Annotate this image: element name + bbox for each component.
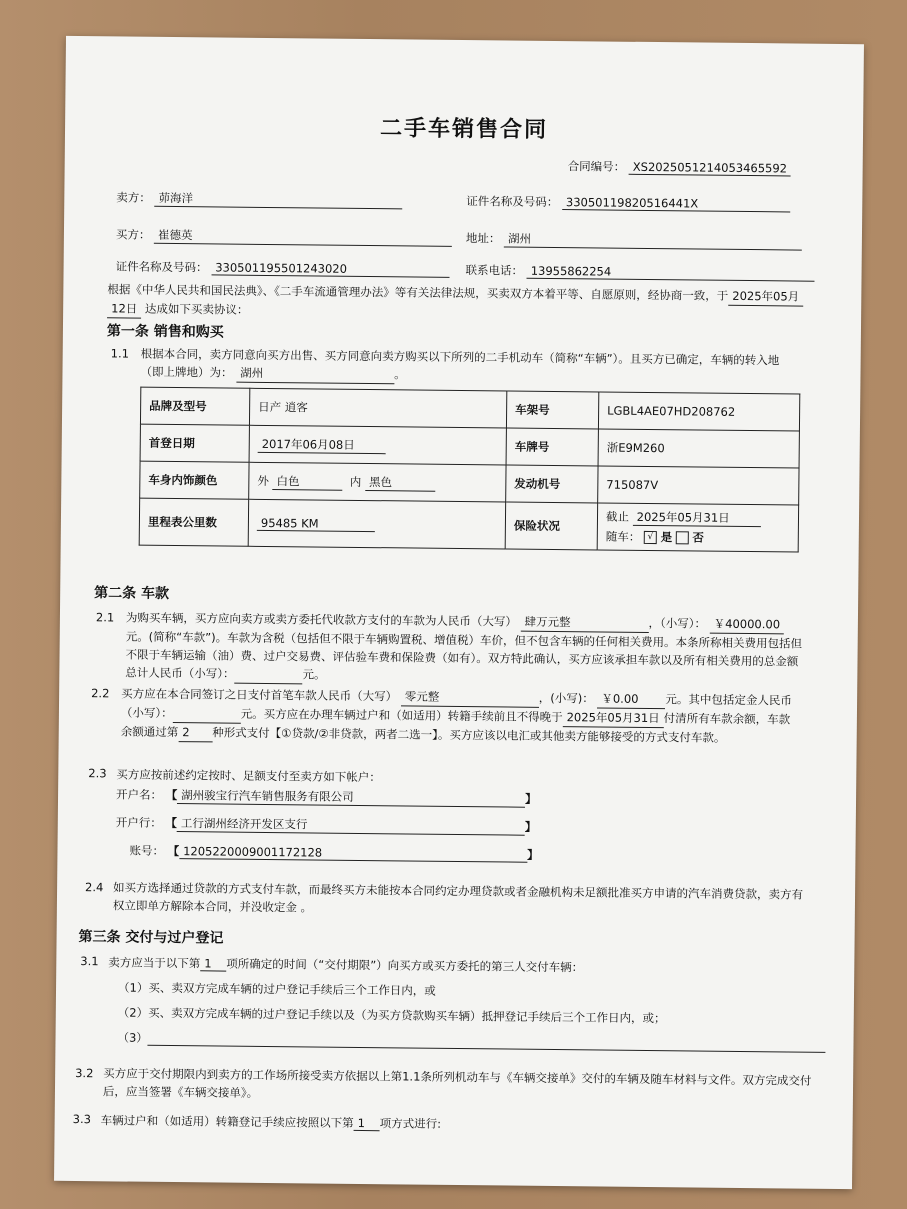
preamble-date-month: 2025年05月 bbox=[728, 287, 803, 307]
phone-row bbox=[466, 262, 815, 282]
delivery-option-3-row bbox=[117, 1029, 825, 1052]
vin-value: LGBL4AE07HD208762 bbox=[598, 392, 799, 431]
clause-3-1-text-b: 项所确定的时间（“交付期限”）向买方或买方委托的第三人交付车辆： bbox=[226, 956, 584, 975]
address-row bbox=[466, 230, 802, 251]
engine-label: 发动机号 bbox=[506, 465, 598, 503]
transfer-option-choice: 1 bbox=[354, 1116, 380, 1131]
first-payment-lower: ￥0.00 bbox=[597, 689, 665, 709]
bank-row bbox=[116, 814, 537, 835]
mileage-cell bbox=[248, 499, 505, 549]
ext-prefix: 外 bbox=[257, 473, 269, 488]
color-cell bbox=[249, 462, 506, 502]
contract-number: XS2025051214053465592 bbox=[629, 160, 791, 177]
ins-with-car-label: 随车： bbox=[605, 529, 641, 544]
brand-label: 品牌及型号 bbox=[140, 387, 249, 425]
no-label: 否 bbox=[692, 530, 704, 545]
color-label: 车身内饰颜色 bbox=[140, 461, 249, 499]
vehicle-info-table bbox=[139, 387, 801, 553]
ins-until-prefix: 截止 bbox=[605, 509, 630, 524]
insurance-until: 2025年05月31日 bbox=[633, 509, 761, 527]
article-3-title: 第三条 交付与过户登记 bbox=[78, 929, 224, 947]
clause-2-1-text-a: 为购买车辆，买方应向卖方或卖方委托代收款方支付的车款为人民币（大写） bbox=[125, 610, 517, 629]
clause-2-3-text: 买方应按前述约定按时、足额支付至卖方如下帐户： bbox=[116, 767, 381, 785]
insurance-label: 保险状况 bbox=[505, 502, 597, 550]
article-2-title: 第二条 车款 bbox=[94, 585, 170, 602]
delivery-option-3: （3） bbox=[117, 1030, 148, 1045]
clause-2-2-text-b: ，(小写)： bbox=[538, 690, 594, 706]
price-lower: ￥40000.00 bbox=[710, 615, 785, 635]
clause-1-1-text: 根据本合同，卖方同意向买方出售、买方同意向卖方购买以下所列的二手机动车（简称“车辆”）。且买方已确定，车辆的转入地（即上牌地）为： bbox=[140, 346, 780, 380]
article-1-title: 第一条 销售和购买 bbox=[106, 323, 224, 341]
buyer-row bbox=[116, 226, 452, 247]
preamble bbox=[107, 280, 817, 325]
checkbox-yes-icon: √ bbox=[644, 531, 657, 544]
clause-3-3-text-b: 项方式进行: bbox=[379, 1116, 442, 1131]
clause-2-2-text-e: 付清所有车款余额，车款余额通过第 bbox=[120, 711, 791, 740]
phone-label: 联系电话： bbox=[465, 263, 524, 278]
account-number-label: 账号： bbox=[129, 843, 165, 858]
clause-3-1-line bbox=[108, 954, 583, 975]
clause-2-1-number: 2.1 bbox=[95, 610, 115, 625]
mileage-label: 里程表公里数 bbox=[139, 498, 248, 546]
bracket-left: 【 bbox=[165, 787, 178, 803]
clause-2-3-number: 2.3 bbox=[88, 766, 107, 781]
clause-2-2-text-a: 买方应在本合同签订之日支付首笔车款人民币（大写） bbox=[121, 686, 398, 704]
preamble-date-day: 12日 bbox=[107, 299, 141, 318]
int-prefix: 内 bbox=[349, 474, 362, 489]
address: 湖州 bbox=[504, 230, 802, 250]
plate-value: 浙E9M260 bbox=[598, 429, 799, 468]
clause-2-4-number: 2.4 bbox=[85, 880, 104, 895]
bracket-left: 【 bbox=[165, 815, 178, 831]
reg-date-value: 2017年06月08日 bbox=[258, 435, 386, 453]
clause-1-1-end: 。 bbox=[394, 367, 406, 382]
clause-3-3-text-a: 车辆过户和（如适用）转籍登记手续应按照以下第 bbox=[100, 1113, 354, 1130]
clause-3-3-line bbox=[101, 1112, 442, 1132]
account-name-row bbox=[116, 786, 537, 807]
account-number-row bbox=[129, 843, 538, 863]
registration-place: 湖州 bbox=[236, 364, 394, 385]
brand-value: 日产 逍客 bbox=[249, 388, 506, 428]
total-amount-blank bbox=[234, 665, 302, 685]
ext-color: 白色 bbox=[272, 473, 342, 491]
clause-2-1-text-b: ，（小写）： bbox=[648, 615, 707, 631]
preamble-text: 根据《中华人民共和国民法典》、《二手车流通管理办法》等有关法律法规，买卖双方本着平等、自愿原则，经协商一致，于 bbox=[107, 282, 729, 303]
delivery-option-choice: 1 bbox=[200, 956, 226, 971]
int-color: 黑色 bbox=[365, 474, 435, 492]
plate-label: 车牌号 bbox=[506, 428, 598, 466]
seller-id-row bbox=[466, 193, 790, 212]
table-row bbox=[139, 498, 798, 552]
reg-date-cell bbox=[249, 425, 506, 465]
clause-3-3-number: 3.3 bbox=[72, 1111, 92, 1127]
bracket-right: 】 bbox=[525, 791, 537, 806]
clause-3-1-number: 3.1 bbox=[80, 954, 99, 969]
insurance-until-row bbox=[606, 509, 790, 528]
contract-title: 二手车销售合同 bbox=[379, 116, 549, 143]
clause-2-4-text: 如买方选择通过贷款的方式支付车款，而最终买方未能按本合同约定办理贷款或者金融机构未足额批准买方申请的汽车消费贷款，卖方有权立即单方解除本合同，并没收定金 。 bbox=[112, 880, 804, 915]
buyer-id-label: 证件名称及号码： bbox=[115, 259, 208, 275]
delivery-option-3-blank bbox=[148, 1031, 826, 1053]
seller-name: 茆海洋 bbox=[154, 190, 402, 210]
contract-number-label: 合同编号： bbox=[567, 159, 626, 174]
bank-label: 开户行： bbox=[115, 815, 162, 830]
price-upper: 肆万元整 bbox=[520, 613, 648, 633]
clause-2-2-text-f: 种形式支付【①贷款/②非贷款，两者二选一】。买方应该以电汇或其他卖方能够接受的方式支付车款。 bbox=[212, 725, 726, 745]
phone: 13955862254 bbox=[527, 264, 815, 282]
yes-label: 是 bbox=[660, 530, 673, 545]
clause-2-2-number: 2.2 bbox=[91, 686, 110, 701]
clause-2-2 bbox=[121, 684, 802, 748]
preamble-end: 达成如下买卖协议： bbox=[144, 301, 249, 317]
clause-2-1 bbox=[125, 609, 806, 690]
first-payment-upper: 零元整 bbox=[401, 687, 539, 707]
clause-3-2-number: 3.2 bbox=[75, 1066, 94, 1081]
buyer-name: 崔德英 bbox=[154, 227, 452, 247]
insurance-cell bbox=[597, 503, 798, 552]
account-name: 湖州骏宝行汽车销售服务有限公司 bbox=[177, 787, 525, 808]
clause-2-2-text-d: 元。买方应在办理车辆过户和（如适用）转籍手续前且不得晚于 bbox=[240, 706, 563, 725]
bracket-right: 】 bbox=[524, 819, 537, 834]
seller-id: 33050119820516441X bbox=[562, 195, 790, 212]
bracket-left: 【 bbox=[167, 843, 180, 859]
clause-2-1-text-c: 元。(简称“车款”)。车款为含税（包括但不限于车辆购置税、增值税）车价，但不包含车辆的任何相关费用。本条所称相关费用包括但不限于车辆运输（油）费、过户交易费、评估验车费和保险费（如有）。双方特此确认，买方应该承担车款以及所有相关费用的总金额总计人民币（小写）： bbox=[125, 629, 803, 681]
insurance-with-car-row bbox=[606, 529, 790, 547]
reg-date-label: 首登日期 bbox=[140, 424, 249, 462]
contract-number-row bbox=[568, 158, 792, 176]
bracket-right: 】 bbox=[527, 847, 539, 862]
clause-3-1-text-a: 卖方应当于以下第 bbox=[108, 955, 201, 971]
delivery-option-2: （2）买、卖双方完成车辆的过户登记手续以及（为买方贷款购买车辆）抵押登记手续后三个工作日内，或； bbox=[117, 1005, 666, 1026]
seller-row bbox=[116, 189, 402, 209]
clause-1-1-number: 1.1 bbox=[110, 346, 130, 361]
checkbox-no-icon bbox=[676, 531, 689, 544]
engine-value: 715087V bbox=[598, 466, 799, 505]
buyer-id-row bbox=[116, 258, 450, 277]
buyer-id: 330501195501243020 bbox=[211, 260, 449, 277]
contract-page bbox=[54, 36, 864, 1189]
clause-2-1-text-d: 元。 bbox=[302, 667, 326, 682]
mileage-value: 95485 KM bbox=[257, 515, 375, 531]
seller-id-label: 证件名称及号码： bbox=[466, 194, 559, 210]
clause-2-2-text-c: 元。其中包括定金人民币（小写）： bbox=[120, 692, 792, 721]
address-label: 地址： bbox=[465, 231, 501, 246]
balance-deadline: 2025年05月31日 bbox=[563, 708, 664, 728]
account-name-label: 开户名： bbox=[116, 787, 163, 802]
seller-label: 卖方： bbox=[116, 190, 151, 205]
vin-label: 车架号 bbox=[506, 391, 598, 429]
deposit-blank bbox=[173, 704, 241, 724]
clause-1-1 bbox=[140, 345, 800, 389]
account-number: 1205220009001172128 bbox=[179, 844, 527, 863]
delivery-option-1: （1）买、卖双方完成车辆的过户登记手续后三个工作日内，或 bbox=[117, 980, 436, 998]
bank-name: 工行湖州经济开发区支行 bbox=[177, 815, 525, 836]
buyer-label: 买方： bbox=[115, 227, 151, 242]
clause-3-2-text: 买方应于交付期限内到卖方的工作场所接受卖方依据以上第1.1条所列机动车与《车辆交接单》交付的车辆及随车材料与文件。双方完成交付后，应当签署《车辆交接单》。 bbox=[102, 1066, 812, 1100]
payment-method-choice: 2 bbox=[178, 723, 212, 742]
